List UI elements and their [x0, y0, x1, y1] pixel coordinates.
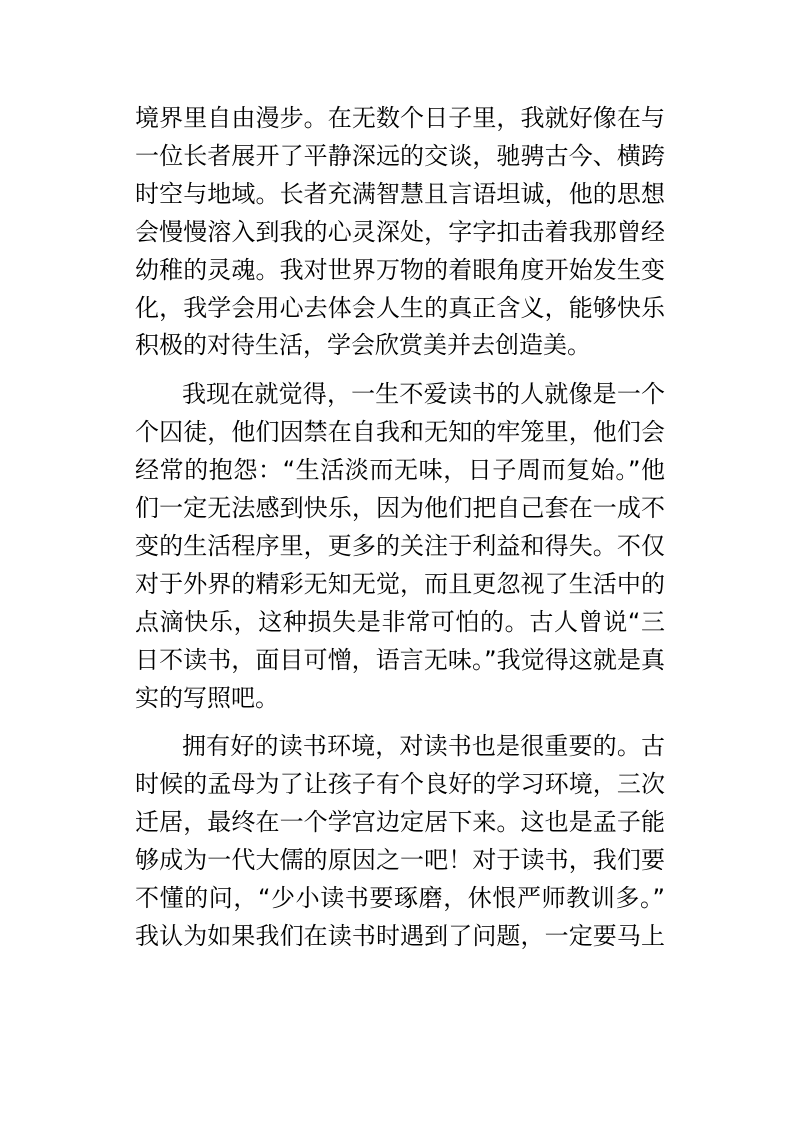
text-line-3: 时空与地域。长者充满智慧且言语坦诚，他的思想 [135, 180, 665, 208]
text-line-22: 我认为如果我们在读书时遇到了问题，一定要马上 [135, 922, 665, 950]
text-line-6: 化，我学会用心去体会人生的真正含义，能够快乐 [135, 294, 665, 322]
text-line-1: 境界里自由漫步。在无数个日子里，我就好像在与 [135, 104, 665, 132]
text-line-9: 个囚徒，他们因禁在自我和无知的牢笼里，他们会 [135, 418, 665, 446]
text-line-21: 不懂的问，“少小读书要琢磨，休恨严师教训多。” [135, 884, 665, 912]
text-line-7: 积极的对待生活，学会欣赏美并去创造美。 [135, 331, 591, 359]
text-line-11: 们一定无法感到快乐，因为他们把自己套在一成不 [135, 494, 665, 522]
text-line-10: 经常的抱怨：“生活淡而无味，日子周而复始。”他 [135, 456, 665, 484]
text-line-19: 迁居，最终在一个学宫边定居下来。这也是孟子能 [135, 808, 665, 836]
text-line-2: 一位长者展开了平静深远的交谈，驰骋古今、横跨 [135, 142, 665, 170]
text-line-4: 会慢慢溶入到我的心灵深处，字字扣击着我那曾经 [135, 218, 665, 246]
text-line-13: 对于外界的精彩无知无觉，而且更忽视了生活中的 [135, 570, 665, 598]
text-line-8: 我现在就觉得，一生不爱读书的人就像是一个 [182, 380, 665, 408]
text-line-15: 日不读书，面目可憎，语言无味。”我觉得这就是真 [135, 646, 665, 674]
text-line-18: 时候的孟母为了让孩子有个良好的学习环境，三次 [135, 770, 665, 798]
text-line-14: 点滴快乐，这种损失是非常可怕的。古人曾说“三 [135, 608, 665, 636]
text-line-16: 实的写照吧。 [135, 684, 279, 712]
text-line-20: 够成为一代大儒的原因之一吧！对于读书，我们要 [135, 846, 665, 874]
text-line-12: 变的生活程序里，更多的关注于利益和得失。不仅 [135, 532, 665, 560]
text-line-5: 幼稚的灵魂。我对世界万物的着眼角度开始发生变 [135, 256, 665, 284]
text-line-17: 拥有好的读书环境，对读书也是很重要的。古 [182, 732, 665, 760]
